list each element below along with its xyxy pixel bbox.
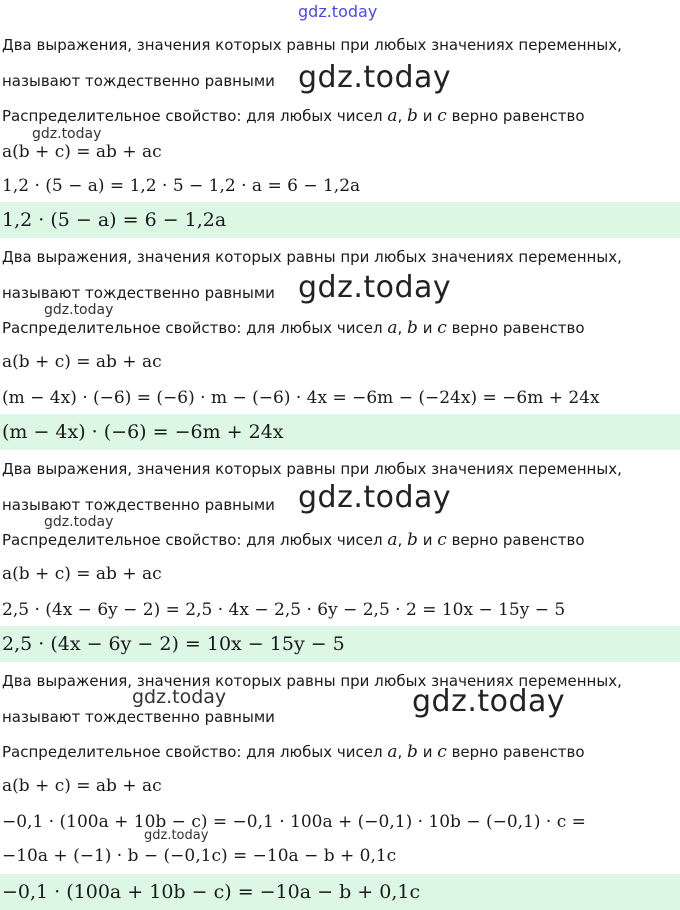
answer-row [0, 202, 680, 238]
definition-line-2: называют тождественно равными [2, 284, 275, 302]
watermark-large: gdz.today [298, 60, 452, 95]
var-b: b [407, 530, 418, 550]
property-formula: a(b + c) = ab + ac [2, 564, 162, 584]
watermark-large: gdz.today [298, 480, 452, 515]
definition-line-2: называют тождественно равными [2, 496, 275, 514]
property-statement: Распределительное свойство: для любых чисел a, b и c верно равенство [2, 106, 585, 126]
var-b: b [407, 742, 418, 762]
definition-line-1: Два выражения, значения которых равны при любых значениях переменных, [2, 460, 622, 478]
work-line: −10a + (−1) · b − (−0,1c) = −10a − b + 0,1c [2, 846, 397, 866]
property-and: и [422, 531, 433, 549]
work-line: 2,5 · (4x − 6y − 2) = 2,5 · 4x − 2,5 · 6y − 2,5 · 2 = 10x − 15y − 5 [2, 600, 566, 620]
definition-line-1: Два выражения, значения которых равны при любых значениях переменных, [2, 36, 622, 54]
definition-line-1: Два выражения, значения которых равны при любых значениях переменных, [2, 248, 622, 266]
watermark-small: gdz.today [32, 126, 102, 142]
property-prefix: Распределительное свойство: для любых чисел [2, 531, 383, 549]
watermark-small: gdz.today [44, 302, 114, 318]
watermark-small: gdz.today [44, 514, 114, 530]
property-statement: Распределительное свойство: для любых чисел a, b и c верно равенство [2, 742, 585, 762]
property-and: и [422, 743, 433, 761]
watermark-small: gdz.today [144, 828, 209, 843]
var-c: c [437, 318, 447, 338]
property-prefix: Распределительное свойство: для любых чисел [2, 107, 383, 125]
answer-row [0, 626, 680, 662]
property-formula: a(b + c) = ab + ac [2, 142, 162, 162]
answer-text: 2,5 · (4x − 6y − 2) = 10x − 15y − 5 [2, 633, 345, 655]
answer-text: 1,2 · (5 − a) = 6 − 1,2a [2, 209, 227, 231]
property-suffix: верно равенство [451, 319, 585, 337]
definition-line-2: называют тождественно равными [2, 708, 275, 726]
var-c: c [437, 530, 447, 550]
property-suffix: верно равенство [451, 107, 585, 125]
var-b: b [407, 318, 418, 338]
answer-row [0, 874, 680, 910]
answer-text: −0,1 · (100a + 10b − c) = −10a − b + 0,1c [2, 881, 421, 903]
answer-text: (m − 4x) · (−6) = −6m + 24x [2, 421, 284, 443]
var-a: a [387, 742, 398, 762]
answer-row [0, 414, 680, 450]
var-c: c [437, 106, 447, 126]
var-c: c [437, 742, 447, 762]
watermark-medium: gdz.today [132, 686, 227, 708]
property-statement: Распределительное свойство: для любых чисел a, b и c верно равенство [2, 530, 585, 550]
watermark-large: gdz.today [412, 684, 566, 719]
definition-line-1: Два выражения, значения которых равны при любых значениях переменных, [2, 672, 622, 690]
work-line: 1,2 · (5 − a) = 1,2 · 5 − 1,2 · a = 6 − 1,2a [2, 176, 361, 196]
watermark-top: gdz.today [298, 2, 378, 21]
definition-line-2: называют тождественно равными [2, 72, 275, 90]
property-and: и [422, 319, 433, 337]
var-a: a [387, 106, 398, 126]
property-prefix: Распределительное свойство: для любых чисел [2, 319, 383, 337]
var-a: a [387, 318, 398, 338]
work-line: −0,1 · (100a + 10b − c) = −0,1 · 100a + (−0,1) · 10b − (−0,1) · c = [2, 812, 586, 832]
property-suffix: верно равенство [451, 531, 585, 549]
var-b: b [407, 106, 418, 126]
work-line: (m − 4x) · (−6) = (−6) · m − (−6) · 4x = −6m − (−24x) = −6m + 24x [2, 388, 600, 408]
watermark-large: gdz.today [298, 270, 452, 305]
var-a: a [387, 530, 398, 550]
property-statement: Распределительное свойство: для любых чисел a, b и c верно равенство [2, 318, 585, 338]
property-prefix: Распределительное свойство: для любых чисел [2, 743, 383, 761]
property-formula: a(b + c) = ab + ac [2, 352, 162, 372]
property-and: и [422, 107, 433, 125]
property-formula: a(b + c) = ab + ac [2, 776, 162, 796]
property-suffix: верно равенство [451, 743, 585, 761]
